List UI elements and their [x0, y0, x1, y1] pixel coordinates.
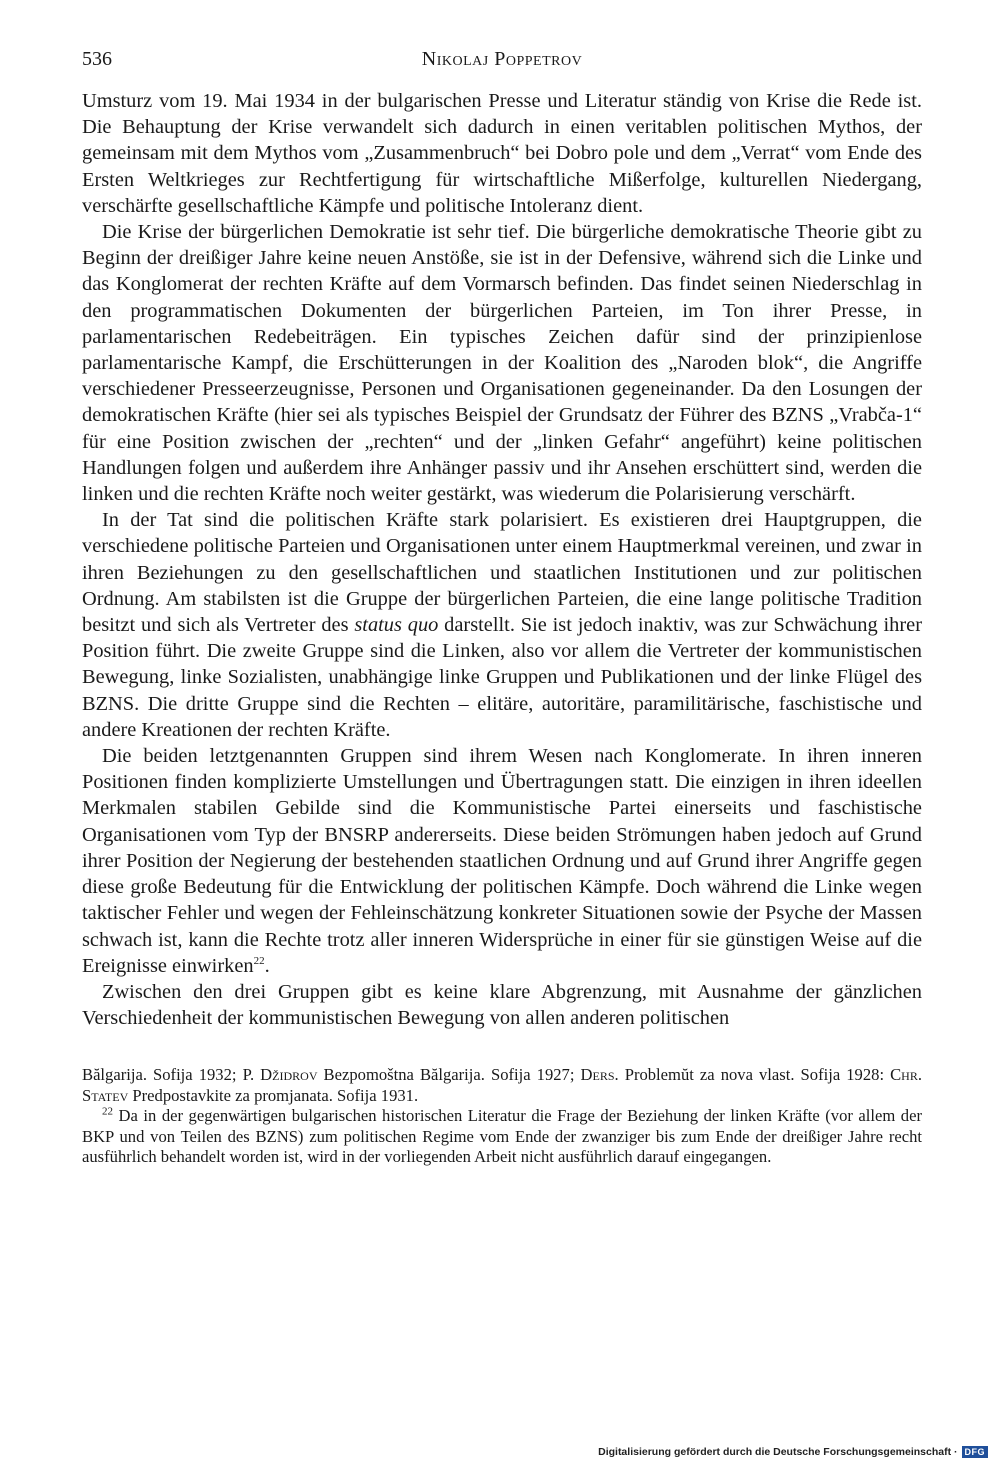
page-header — [82, 48, 922, 88]
dfg-logo: DFG — [962, 1446, 989, 1458]
footnote-author-dzidrov: P. Džidrov — [242, 1065, 318, 1085]
footnotes — [82, 1065, 922, 1167]
footnote-22 — [82, 1106, 922, 1167]
body-text — [82, 88, 922, 1031]
paragraph-4-text: Die beiden letztgenannten Gruppen sind ihrem Wesen nach Konglomerate. In ihren inneren Positionen finden komplizierte Umstellungen und Übertragungen statt. Die einzigen in ihren ideellen Merkmalen stabilen Gebilde sind die Kommunistische Partei einerseits und faschistische Organisationen vom Typ der BNSRP andererseits. Diese beiden Strömungen haben jedoch auf Grund ihrer Position der Negierung der bestehenden staatlichen Ordnung und auf Grund ihrer Angriffe gegen diese große Bedeutung für die Entwicklung der politischen Kämpfe. Doch während die Linke wegen taktischer Fehler und wegen der Fehleinschätzung konkreter Situationen sowie der Psyche der Massen schwach ist, kann die Rechte trotz aller inneren Widersprüche in einer für sie günstigen Weise auf die Ereignisse einwirken — [82, 745, 922, 977]
running-head: Nikolaj Poppetrov — [421, 48, 583, 70]
credit-text: Digitalisierung gefördert durch die Deutsche Forschungsgemeinschaft · — [598, 1446, 958, 1458]
footnote-ref-22[interactable]: 22 — [253, 954, 265, 967]
page — [82, 48, 922, 1167]
footnote-cont-text-b: Bezpomoštna Bălgarija. Sofija 1927; — [317, 1065, 581, 1085]
footnote-cont-text-c: Problemŭt za nova vlast. Sofija 1928: — [618, 1065, 891, 1085]
paragraph-4 — [82, 743, 922, 979]
footnote-author-statev: Chr. Statev — [82, 1065, 922, 1105]
footnote-22-text: Da in der gegenwärtigen bulgarischen historischen Literatur die Frage der Beziehung der linken Kräfte (vor allem der BKP und von Teilen des BZNS) zum politischen Regime vom Ende der zwanziger bis zum Ende der dreißiger Jahre recht ausführlich behandelt worden ist, wird in der vorliegenden Arbeit nicht ausführlich darauf eingegangen. — [82, 1106, 922, 1166]
paragraph-1: Umsturz vom 19. Mai 1934 in der bulgarischen Presse und Literatur ständig von Krise die Rede ist. Die Behauptung der Krise verwandelt sich dadurch in einen veritablen politischen Mythos, der gemeinsam mit dem Mythos vom „Zusammenbruch“ bei Dobro pole und dem „Verrat“ vom Ende des Ersten Weltkrieges zur Rechtfertigung für wirtschaftliche Mißerfolge, kulturellen Niedergang, verschärfte gesellschaftliche Kämpfe und politische Intoleranz dient. — [82, 90, 922, 217]
paragraph-3-text-b: darstellt. Sie ist jedoch inaktiv, was zur Schwächung ihrer Position führt. Die zweite Gruppe sind die Linken, also vor allem die Vertreter der kommunistischen Bewegung, linke Sozialisten, unabhängige linke Gruppen und Publikationen und der linke Flügel des BZNS. Die dritte Gruppe sind die Rechten – elitäre, autoritäre, paramilitärische, faschistische und andere Kreationen der rechten Kräfte. — [82, 614, 922, 741]
paragraph-3-text-a: In der Tat sind die politischen Kräfte stark polarisiert. Es existieren drei Hauptgruppen, die verschiedene politische Parteien und Organisationen unter einem Hauptmerkmal vereinen, und zwar in ihren Beziehungen zu den gesellschaftlichen und staatlichen Institutionen und zur politischen Ordnung. Am stabilsten ist die Gruppe der bürgerlichen Parteien, die eine lange politische Tradition besitzt und sich als Vertreter des — [82, 509, 922, 637]
footnote-author-ders: Ders. — [580, 1065, 619, 1085]
footnote-continuation — [82, 1065, 922, 1106]
page-number: 536 — [82, 48, 112, 70]
paragraph-5: Zwischen den drei Gruppen gibt es keine klare Abgrenzung, mit Ausnahme der gänzlichen Verschiedenheit der kommunistischen Bewegung von allen anderen politischen — [82, 980, 922, 1030]
footnote-cont-text-a: Bălgarija. Sofija 1932; — [82, 1065, 243, 1085]
paragraph-4-end: . — [264, 954, 270, 977]
italic-status-quo: status quo — [354, 614, 439, 637]
digitization-credit — [598, 1446, 988, 1458]
paragraph-3 — [82, 507, 922, 743]
paragraph-2: Die Krise der bürgerlichen Demokratie ist sehr tief. Die bürgerliche demokratische Theorie gibt zu Beginn der dreißiger Jahre keine neuen Anstöße, sie ist in der Defensive, während sich die Linke und das Konglomerat der rechten Kräfte auf dem Vormarsch befinden. Das findet seinen Niederschlag in den programmatischen Dokumenten der bürgerlichen Parteien, im Ton ihrer Presse, in parlamentarischen Redebeiträgen. Ein typisches Zeichen dafür sind der prinzipienlose parlamentarische Kampf, die Erschütterungen in der Koalition des „Naroden blok“, die Angriffe verschiedener Presseerzeugnisse, Personen und Organisationen gegeneinander. Da den Losungen der demokratischen Kräfte (hier sei als typisches Beispiel der Grundsatz der Führer des BZNS „Vrabča-1“ für eine Position zwischen der „rechten“ und der „linken Gefahr“ angeführt) keine politischen Handlungen folgen und außerdem ihre Anhänger passiv und ihr Ansehen erschüttert sind, werden die linken und die rechten Kräfte noch weiter gestärkt, was wiederum die Polarisierung verschärft. — [82, 221, 922, 506]
footnote-cont-text-d: Predpostavkite za promjanata. Sofija 1931. — [128, 1085, 419, 1105]
footnote-22-number: 22 — [102, 1105, 113, 1118]
